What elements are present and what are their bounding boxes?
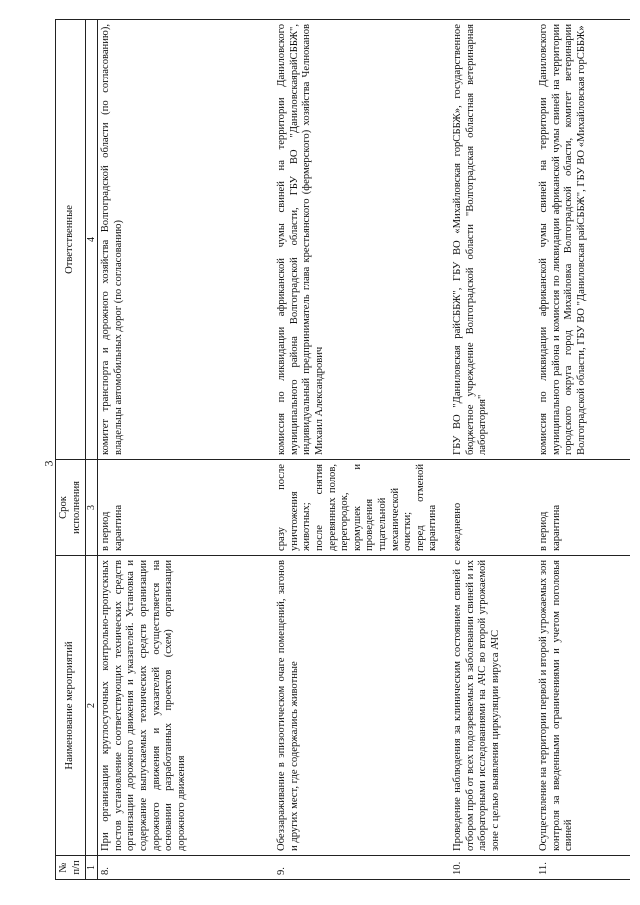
header-responsible: Ответственные [56, 20, 86, 460]
row-number: 10. [442, 856, 528, 880]
row-measure-name: Обеззараживание в эпизоотическом очаге помещений, загонов и других мест, где содержались животные [266, 556, 442, 856]
column-number: 1 [86, 856, 98, 880]
table-header-row [56, 20, 86, 880]
row-measure-name: Проведение наблюдения за клиническим состоянием свиней с отбором проб от всех подозреваемых в заболевании свиней и их лабораторными исследованиями на АЧС во второй угрожаемой зоне с целью выявления циркуляции вируса АЧС [442, 556, 528, 856]
measures-table [55, 19, 630, 880]
table-row [442, 20, 528, 880]
table-row [266, 20, 442, 880]
row-term: ежедневно [442, 460, 528, 556]
column-number: 2 [86, 556, 98, 856]
column-number: 4 [86, 20, 98, 460]
row-responsible: комиссия по ликвидации африканской чумы свиней на территории Даниловского муниципального района Волгоградской области, ГБУ ВО "ДаниловскаярайСББЖ", индивидуальный предприниматель глава крестьянского (фермерского) хозяйства Челноканов Михаил Александрович [266, 20, 442, 460]
row-number: 8. [98, 856, 267, 880]
column-number: 3 [86, 460, 98, 556]
row-term: в период карантина [528, 460, 630, 556]
row-number: 11. [528, 856, 630, 880]
header-name: Наименование мероприятий [56, 556, 86, 856]
column-number-row [86, 20, 98, 880]
header-term: Срок исполнения [56, 460, 86, 556]
row-number: 9. [266, 856, 442, 880]
document-table-rotated [55, 20, 585, 880]
row-responsible: комитет транспорта и дорожного хозяйства Волгоградской области (по согласованию), владельцы автомобильных дорог (по согласованию) [98, 20, 267, 460]
table-row [98, 20, 267, 880]
table-row [528, 20, 630, 880]
row-responsible: комиссия по ликвидации африканской чумы свиней на территории Даниловского муниципального района и комиссия по ликвидации африканской чумы свиней на территории городского округа город Михайловка Волгоградской области, комитет ветеринарии Волгоградской области, ГБУ ВО "Даниловская райСББЖ", ГБУ ВО «Михайловская горСББЖ» [528, 20, 630, 460]
row-responsible: ГБУ ВО "Даниловская райСББЖ", ГБУ ВО «Михайловская горСББЖ», государственное бюджетное учреждение Волгоградской области "Волгоградская областная ветеринарная лаборатория" [442, 20, 528, 460]
row-measure-name: Осуществление на территории первой и второй угрожаемых зон контроля за введенными ограничениями и учетом поголовья свиней [528, 556, 630, 856]
row-measure-name: При организации круглосуточных контрольно-пропускных постов установление соответствующих технических средств организации дорожного движения и указателей. Установка и содержание выпускаемых технических средств организации дорожного движения и указателей осуществляется на основании разработанных проектов (схем) организации дорожного движения [98, 556, 267, 856]
row-term: в период карантина [98, 460, 267, 556]
page-number: 3 [41, 460, 56, 467]
header-number: № п/п [56, 856, 86, 880]
row-term: сразу после уничтожения животных; после снятия деревянных полов, перегородок, кормушек и проведения тщательной механической очистки; перед отменой карантина [266, 460, 442, 556]
